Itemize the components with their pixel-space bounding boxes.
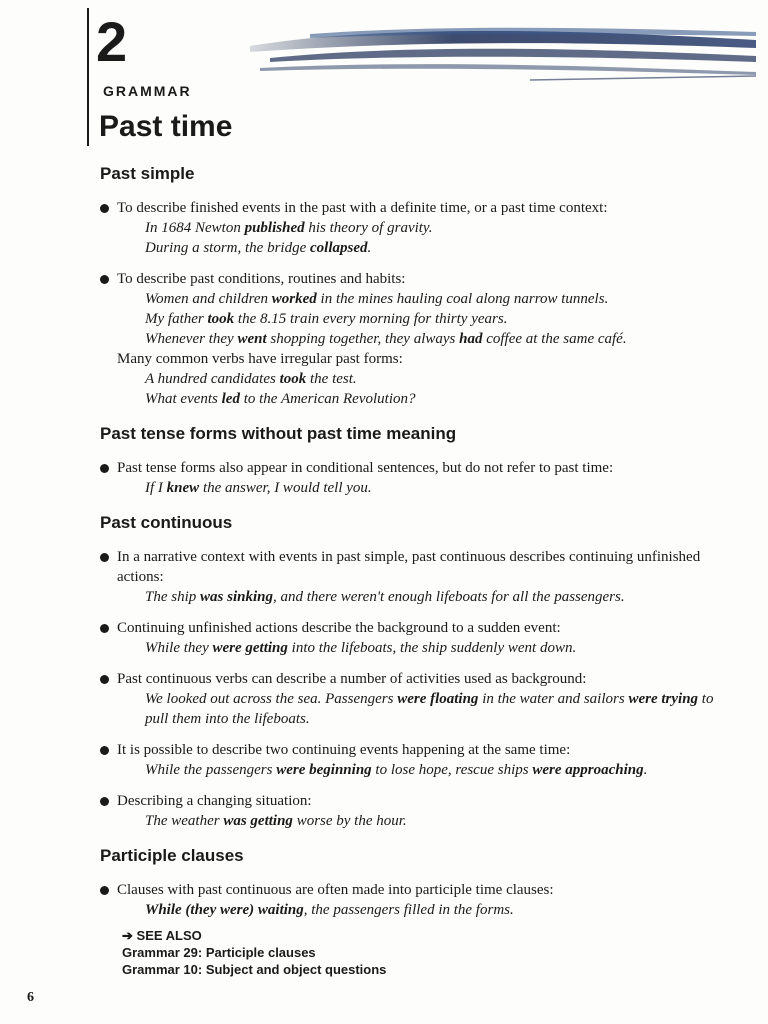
example-text: his theory of gravity. <box>304 220 433 236</box>
bullet-lead: Continuing unfinished actions describe the background to a sudden event: <box>117 620 561 636</box>
verb-highlight: were trying <box>628 691 699 707</box>
example-text: to lose hope, rescue ships <box>371 762 533 778</box>
example-text: worse by the hour. <box>292 813 407 829</box>
section-heading: Participle clauses <box>100 846 244 865</box>
example-sentence <box>117 638 720 658</box>
example-text: . <box>367 240 372 256</box>
example-sentence <box>117 309 720 329</box>
example-sentence <box>117 329 720 349</box>
verb-highlight: were floating <box>397 691 479 707</box>
bullet-item <box>100 880 720 920</box>
section-heading: Past continuous <box>100 513 233 532</box>
example-text: Women and children <box>145 291 272 307</box>
example-sentence <box>117 218 720 238</box>
see-also-link[interactable]: Grammar 10: Subject and object questions <box>122 962 387 977</box>
bullet-item <box>100 740 720 780</box>
example-sentence <box>117 587 720 607</box>
example-text: to the American Revolution? <box>239 391 416 407</box>
example-text: We looked out across the sea. Passengers <box>145 691 398 707</box>
example-text: Whenever they <box>145 331 238 347</box>
example-text: The ship <box>145 589 201 605</box>
example-sentence <box>117 289 720 309</box>
example-text: the 8.15 train every morning for thirty years. <box>234 311 508 327</box>
example-text: in the water and sailors <box>478 691 629 707</box>
example-text: In 1684 Newton <box>145 220 245 236</box>
verb-highlight: While (they were) waiting <box>145 902 304 918</box>
example-sentence <box>117 369 720 389</box>
bullet-item <box>100 791 720 831</box>
verb-highlight: had <box>459 331 483 347</box>
verb-highlight: worked <box>271 291 317 307</box>
example-text: A hundred candidates <box>145 371 280 387</box>
page-title: Past time <box>99 110 233 143</box>
bullet-item <box>100 669 720 729</box>
example-text: While the passengers <box>145 762 277 778</box>
verb-highlight: led <box>221 391 240 407</box>
verb-highlight: was getting <box>223 813 293 829</box>
example-text: While they <box>145 640 213 656</box>
bullet-note: Many common verbs have irregular past forms: <box>117 351 403 367</box>
example-sentence <box>117 811 720 831</box>
verb-highlight: took <box>207 311 235 327</box>
bullet-item <box>100 198 720 258</box>
example-sentence <box>117 389 720 409</box>
page-number: 6 <box>27 990 34 1005</box>
verb-highlight: were approaching <box>532 762 644 778</box>
see-also-heading <box>122 927 386 944</box>
section-heading: Past tense forms without past time meaning <box>100 424 457 443</box>
bullet-item <box>100 618 720 658</box>
see-also-box <box>122 927 386 978</box>
example-text: in the mines hauling coal along narrow tunnels. <box>316 291 609 307</box>
example-text: the test. <box>306 371 357 387</box>
example-sentence <box>117 478 720 498</box>
content <box>100 162 720 933</box>
bullet-lead: Clauses with past continuous are often made into participle time clauses: <box>117 882 554 898</box>
bullet-lead: It is possible to describe two continuing events happening at the same time: <box>117 742 571 758</box>
see-also-link[interactable]: Grammar 29: Participle clauses <box>122 945 316 960</box>
bullet-lead: To describe past conditions, routines and habits: <box>117 271 406 287</box>
bullet-lead: Describing a changing situation: <box>117 793 312 809</box>
verb-highlight: knew <box>166 480 200 496</box>
verb-highlight: went <box>237 331 267 347</box>
bullet-item <box>100 269 720 409</box>
verb-highlight: were getting <box>212 640 288 656</box>
see-also-label: SEE ALSO <box>136 928 202 943</box>
example-text: If I <box>145 480 167 496</box>
verb-highlight: was sinking <box>200 589 273 605</box>
bullet-lead: Past tense forms also appear in conditional sentences, but do not refer to past time: <box>117 460 614 476</box>
section-heading: Past simple <box>100 164 195 183</box>
bullet-lead: In a narrative context with events in past simple, past continuous describes continuing unfinished actions: <box>117 549 701 585</box>
example-sentence <box>117 760 720 780</box>
example-sentence <box>117 900 720 920</box>
verb-highlight: collapsed <box>310 240 368 256</box>
example-text: My father <box>145 311 208 327</box>
unit-number: 2 <box>96 10 128 73</box>
bullet-item <box>100 458 720 498</box>
example-text: into the lifeboats, the ship suddenly went down. <box>287 640 577 656</box>
header-rule <box>87 8 89 146</box>
example-text: coffee at the same café. <box>482 331 627 347</box>
example-text: During a storm, the bridge <box>145 240 310 256</box>
bullet-lead: To describe finished events in the past with a definite time, or a past time context: <box>117 200 608 216</box>
example-text: , and there weren't enough lifeboats for all the passengers. <box>272 589 625 605</box>
example-text: The weather <box>145 813 224 829</box>
example-text: to pull them into the lifeboats. <box>145 691 714 727</box>
example-text: What events <box>145 391 222 407</box>
bullet-item <box>100 547 720 607</box>
header-swoosh-graphic <box>250 18 756 88</box>
example-text: . <box>643 762 648 778</box>
example-sentence <box>117 689 720 729</box>
verb-highlight: were beginning <box>276 762 372 778</box>
unit-label: GRAMMAR <box>103 83 192 99</box>
example-text: , the passengers filled in the forms. <box>303 902 514 918</box>
verb-highlight: took <box>279 371 307 387</box>
example-text: shopping together, they always <box>266 331 460 347</box>
example-sentence <box>117 238 720 258</box>
arrow-right-icon: ➔ <box>122 928 133 943</box>
verb-highlight: published <box>244 220 305 236</box>
example-text: the answer, I would tell you. <box>199 480 372 496</box>
bullet-lead: Past continuous verbs can describe a number of activities used as background: <box>117 671 587 687</box>
